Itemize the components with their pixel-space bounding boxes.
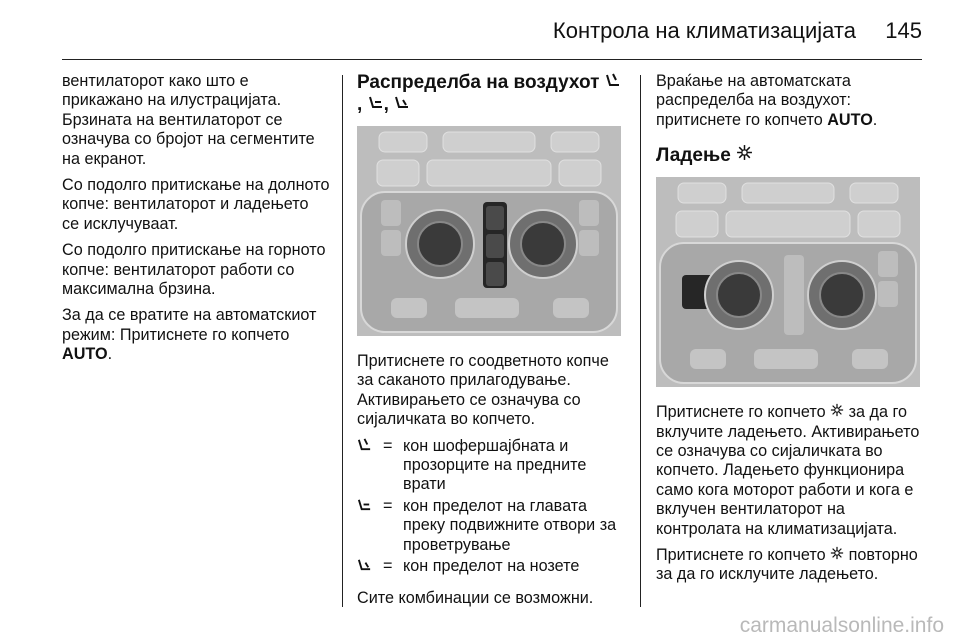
footwell-air-icon (357, 557, 372, 572)
paragraph-text: за да го вклучите ладењето. Активирањето се означува со сијаличката во копчето. Ладењето функционира само кога моторот работи и кога е вклучен вентилаторот на контролата на климатизацијата. (656, 403, 920, 538)
paragraph-text: За да се вратите на автоматскиот режим: Притиснете го копчето (62, 306, 317, 344)
paragraph-text: повторно за да го исклучите ладењето. (656, 546, 918, 584)
head-level-air-icon (357, 497, 372, 512)
auto-label: AUTO (62, 345, 108, 364)
page-number: 145 (885, 18, 922, 43)
paragraph: вентилаторот како што е прикажано на илустрацијата. Брзината на вентилаторот се означува со бројот на сегментите на екранот. (62, 72, 315, 168)
definition-list (357, 437, 625, 578)
heading-text: Распределба на воздухот (357, 72, 600, 93)
paragraph: Со подолго притискање на горното копче: вентилаторот работи со максимална брзина. (62, 241, 326, 299)
heading-separator: , (357, 94, 363, 115)
column-divider-1 (342, 75, 343, 607)
definition-equals: = (383, 496, 393, 515)
snowflake-icon (736, 144, 753, 161)
definition-text: кон пределот на главата преку подвижните отвори за проветрување (403, 496, 617, 554)
auto-label: AUTO (827, 110, 873, 129)
paragraph: Притиснете го соодветното копче за саканото прилагодување. Активирањето се означува со сијаличката во копчето. (357, 352, 609, 429)
definition-text: кон пределот на нозете (403, 557, 580, 576)
column-2 (357, 72, 625, 616)
definition-equals: = (383, 557, 393, 576)
climate-panel-illustration (357, 126, 621, 336)
definition-equals: = (383, 436, 393, 455)
section-heading-air-distribution (357, 72, 625, 116)
paragraph (656, 72, 924, 130)
paragraph: Сите комбинации се возможни. (357, 589, 594, 608)
header-rule (62, 59, 922, 60)
heading-text: Ладење (656, 145, 731, 167)
watermark: carmanualsonline.info (739, 614, 944, 637)
definition-symbol (357, 557, 383, 577)
heading-separator: , (383, 94, 389, 115)
paragraph (656, 403, 924, 539)
snowflake-icon (830, 403, 844, 417)
definition-row (357, 557, 625, 577)
snowflake-icon (830, 546, 844, 560)
windscreen-footwell-air-icon (357, 437, 372, 452)
paragraph-end: . (872, 110, 878, 129)
paragraph (656, 546, 924, 585)
column-1 (62, 72, 330, 372)
definition-symbol (357, 497, 383, 555)
column-divider-2 (640, 75, 641, 607)
definition-row (357, 497, 625, 555)
page-header (62, 0, 922, 60)
column-3 (656, 72, 924, 592)
climate-panel-figure-air-distribution (357, 126, 621, 336)
paragraph-text: Притиснете го копчето (656, 546, 831, 565)
paragraph: Со подолго притискање на долното копче: вентилаторот и ладењето се исклучуваат. (62, 176, 330, 233)
climate-panel-figure-cooling (656, 177, 920, 387)
windscreen-footwell-air-icon (605, 72, 621, 88)
definition-row (357, 437, 625, 495)
head-level-air-icon (368, 94, 384, 110)
page-title: Контрола на климатизацијата (552, 18, 856, 43)
paragraph-text: Притиснете го копчето (656, 403, 831, 422)
definition-text: кон шофершајбната и прозорците на предните врати (403, 436, 587, 494)
paragraph (62, 306, 330, 364)
definition-symbol (357, 437, 383, 495)
footwell-air-icon (394, 94, 410, 110)
paragraph-end: . (107, 345, 113, 364)
paragraph-text: Враќање на автоматската распределба на воздухот: притиснете го копчето (656, 72, 852, 129)
section-heading-cooling (656, 144, 924, 167)
climate-panel-illustration (656, 177, 920, 387)
